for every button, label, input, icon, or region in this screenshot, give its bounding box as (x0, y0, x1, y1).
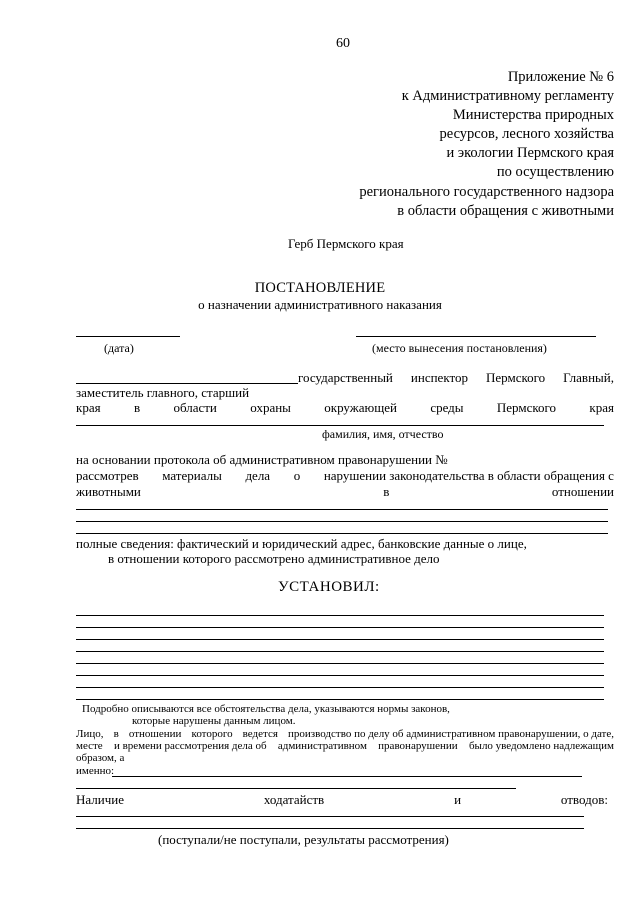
document-subtitle: о назначении административного наказания (198, 297, 442, 312)
notification-line-4: именно: (76, 765, 115, 777)
word: в (383, 484, 390, 499)
word: края (589, 400, 614, 415)
blank-line (76, 533, 608, 534)
word: Пермского (496, 400, 557, 415)
blank-line (76, 816, 584, 817)
blank-line (76, 651, 604, 652)
word: нарушении законодательства в области обращения с (323, 468, 614, 483)
word: материалы (162, 468, 222, 483)
word: ведется (242, 728, 278, 740)
blank-line (76, 615, 604, 616)
word: рассмотрев (76, 468, 139, 483)
word: инспектор (410, 370, 468, 385)
blank-line (112, 776, 582, 777)
full-info-line-1: полные сведения: фактический и юридический адрес, банковские данные о лице, (76, 536, 527, 551)
inspector-row-3 (76, 400, 614, 416)
appendix-line: регионального государственного надзора (359, 183, 614, 200)
word: Наличие (76, 792, 124, 807)
word: животными (76, 484, 141, 499)
blank-line (76, 627, 604, 628)
blank-line (76, 675, 604, 676)
word: дела (245, 468, 271, 483)
inspector-rank: заместитель главного, старший (76, 385, 250, 400)
inspector-name-line (76, 383, 298, 384)
word: производство по делу об административном правонарушении, о дате, (288, 728, 614, 740)
notification-row-2 (76, 740, 614, 752)
place-label: (место вынесения постановления) (372, 341, 547, 355)
word: административном (277, 740, 367, 752)
word: окружающей (324, 400, 397, 415)
appendix-block (359, 68, 614, 221)
page-number: 60 (336, 36, 350, 51)
word: края (76, 400, 101, 415)
word: Главный, (563, 370, 614, 385)
appendix-line: в области обращения с животными (397, 202, 614, 219)
notification-line-3: образом, а (76, 752, 125, 764)
word: Лицо, (76, 728, 104, 740)
inspector-row-1 (298, 370, 614, 386)
full-info-line-2: в отношении которого рассмотрено административное дело (108, 551, 440, 566)
word: и времени рассмотрения дела об (113, 740, 267, 752)
footer-caption: (поступали/не поступали, результаты рассмотрения) (158, 832, 449, 847)
blank-line (76, 828, 584, 829)
place-line (356, 336, 596, 337)
word: правонарушении (378, 740, 458, 752)
word: Пермского (486, 370, 546, 385)
fio-line (76, 425, 604, 426)
appendix-line: Министерства природных (452, 107, 614, 124)
word: ходатайств (263, 792, 325, 807)
appendix-line: по осуществлению (496, 164, 614, 181)
established-heading: УСТАНОВИЛ: (278, 579, 380, 595)
date-line (76, 336, 180, 337)
blank-line (76, 788, 516, 789)
details-note-line-1: Подробно описываются все обстоятельства дела, указываются нормы законов, (82, 703, 450, 715)
word: отводов: (560, 792, 608, 807)
word: государственный (298, 370, 393, 385)
word: в (133, 400, 141, 415)
appendix-line: ресурсов, лесного хозяйства (439, 126, 614, 143)
word: и (454, 792, 462, 807)
blank-line (76, 687, 604, 688)
appendix-line: Приложение № 6 (507, 69, 614, 85)
word: среды (430, 400, 464, 415)
document-title: ПОСТАНОВЛЕНИЕ (254, 280, 386, 296)
word: отношении (551, 484, 614, 499)
appendix-line: к Административному регламенту (401, 88, 614, 105)
appendix-line: и экологии Пермского края (446, 145, 614, 162)
word: было уведомлено надлежащим (468, 740, 614, 752)
word: которого (191, 728, 233, 740)
basis-row-3 (76, 484, 614, 500)
word: месте (76, 740, 103, 752)
basis-line-1: на основании протокола об административном правонарушении № (76, 452, 448, 467)
word: охраны (250, 400, 291, 415)
petitions-row (76, 792, 608, 808)
word: о (293, 468, 301, 483)
blank-line (76, 509, 608, 510)
word: в (113, 728, 119, 740)
fio-label: фамилия, имя, отчество (322, 427, 444, 441)
notification-row-1 (76, 728, 614, 740)
word: области (173, 400, 217, 415)
details-note-line-2: которые нарушены данным лицом. (132, 715, 296, 727)
blank-line (76, 663, 604, 664)
word: отношении (128, 728, 182, 740)
date-label: (дата) (104, 341, 134, 355)
blank-line (76, 521, 608, 522)
blank-line (76, 639, 604, 640)
emblem-placeholder: Герб Пермского края (288, 236, 404, 251)
blank-line (76, 699, 604, 700)
basis-row-2 (76, 468, 614, 484)
